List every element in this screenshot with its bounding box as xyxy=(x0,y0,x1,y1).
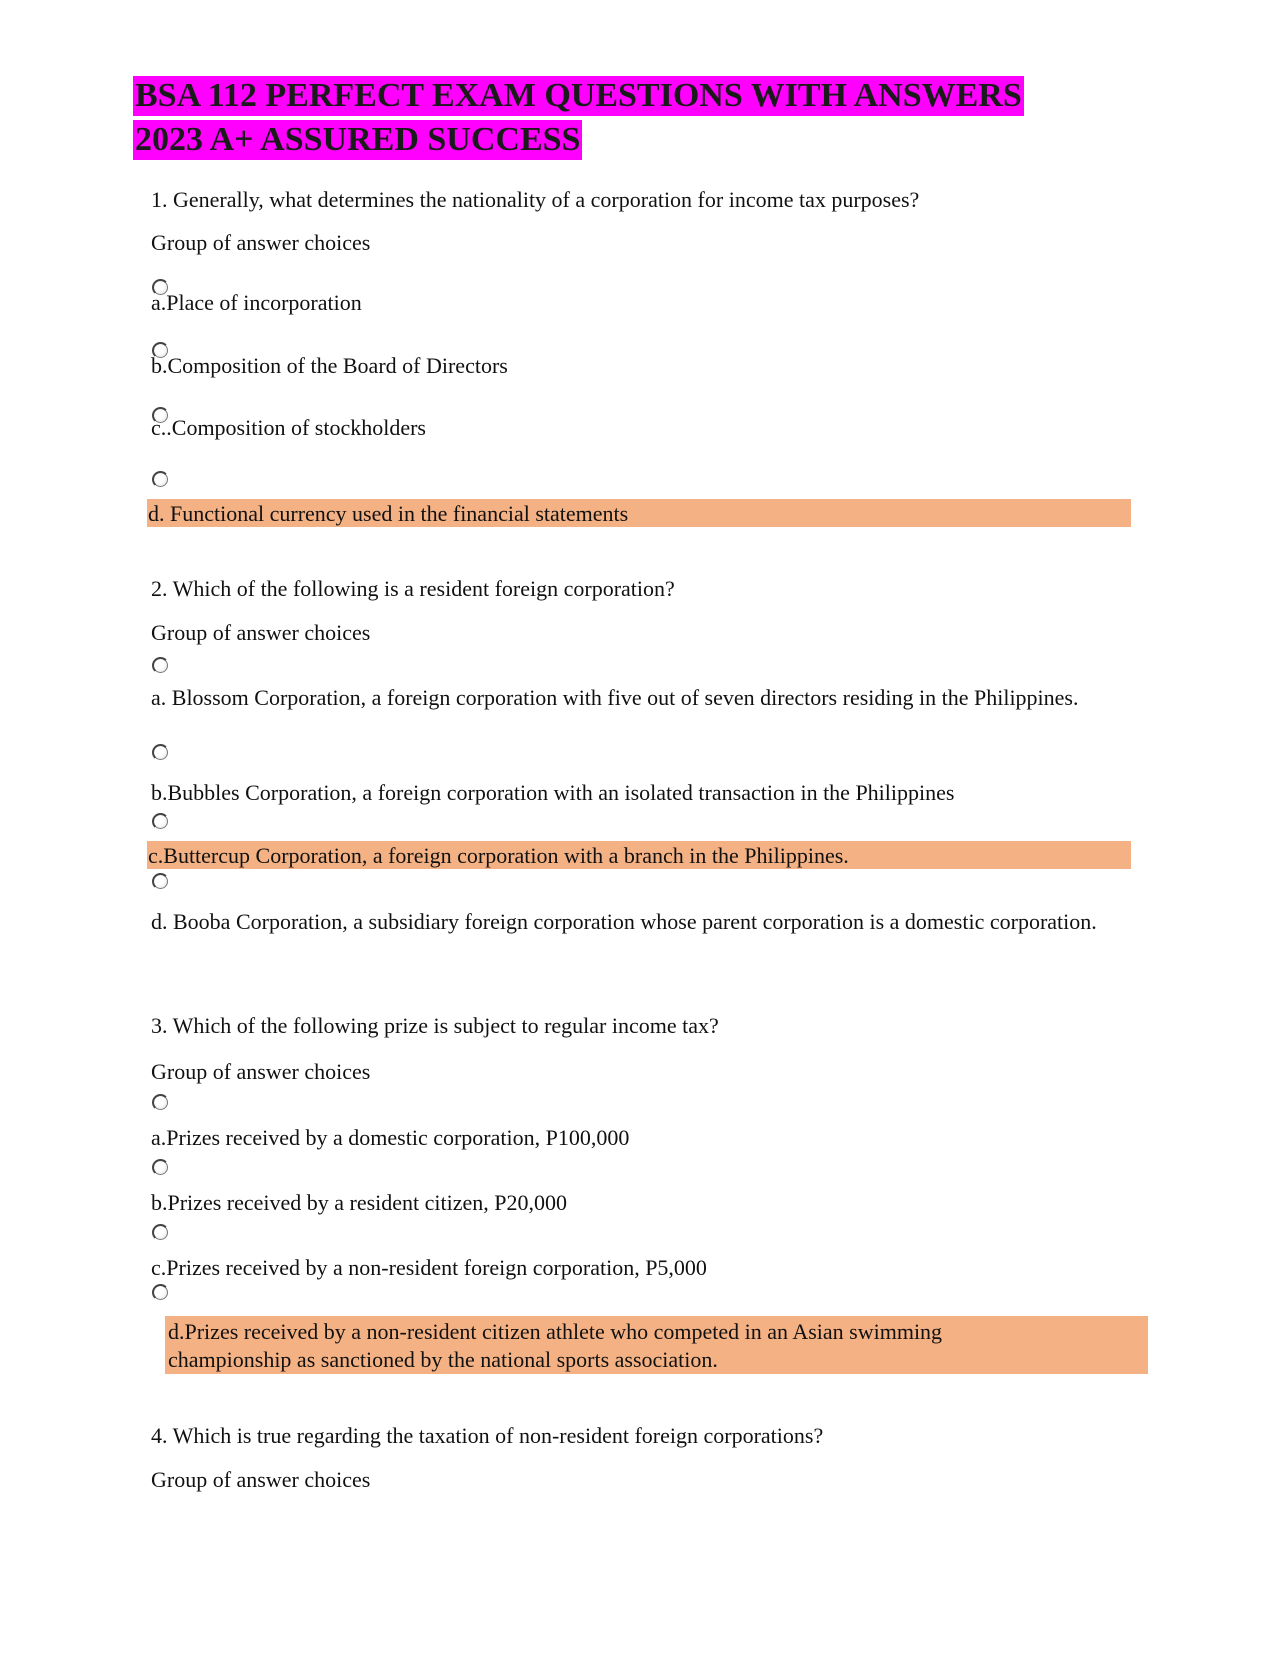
question-4-group-label: Group of answer choices xyxy=(151,1467,371,1492)
question-1-text: 1. Generally, what determines the nationality of a corporation for income tax purposes? xyxy=(151,187,920,212)
q3-choice-a: a.Prizes received by a domestic corporation, P100,000 xyxy=(151,1125,630,1150)
q3-choice-b: b.Prizes received by a resident citizen, P20,000 xyxy=(151,1190,568,1215)
q2-radio-c[interactable] xyxy=(153,814,168,829)
q3-choice-c: c.Prizes received by a non-resident foreign corporation, P5,000 xyxy=(151,1255,707,1280)
q3-choice-d: d.Prizes received by a non-resident citizen athlete who competed in an Asian swimming championship as sanctioned by the national sports association. xyxy=(168,1319,943,1372)
q2-choice-c: c.Buttercup Corporation, a foreign corporation with a branch in the Philippines. xyxy=(148,843,849,868)
q2-radio-a[interactable] xyxy=(153,658,168,673)
question-3-text: 3. Which of the following prize is subject to regular income tax? xyxy=(151,1013,719,1038)
q2-choice-d: d. Booba Corporation, a subsidiary foreign corporation whose parent corporation is a domestic corporation. xyxy=(151,909,1097,934)
q2-choice-a: a. Blossom Corporation, a foreign corporation with five out of seven directors residing in the Philippines. xyxy=(151,685,1079,710)
q1-choice-a: a.Place of incorporation xyxy=(151,290,362,315)
question-3-group-label: Group of answer choices xyxy=(151,1059,371,1084)
question-4-text: 4. Which is true regarding the taxation of non-resident foreign corporations? xyxy=(151,1423,824,1448)
q3-radio-b[interactable] xyxy=(153,1160,168,1175)
q2-choice-b: b.Bubbles Corporation, a foreign corporation with an isolated transaction in the Philippines xyxy=(151,780,955,805)
q2-radio-d[interactable] xyxy=(153,874,168,889)
q1-choice-d: d. Functional currency used in the financial statements xyxy=(148,501,629,526)
document-title-line-1: BSA 112 PERFECT EXAM QUESTIONS WITH ANSWERS xyxy=(135,77,1022,114)
document-title-line-2: 2023 A+ ASSURED SUCCESS xyxy=(135,121,581,158)
q1-radio-d[interactable] xyxy=(153,472,168,487)
question-2-text: 2. Which of the following is a resident foreign corporation? xyxy=(151,576,675,601)
question-2-group-label: Group of answer choices xyxy=(151,620,371,645)
q1-choice-b: b.Composition of the Board of Directors xyxy=(151,353,508,378)
q3-radio-d[interactable] xyxy=(153,1285,168,1300)
q3-radio-a[interactable] xyxy=(153,1095,168,1110)
q1-choice-c: c..Composition of stockholders xyxy=(151,415,426,440)
q2-radio-b[interactable] xyxy=(153,745,168,760)
question-1-group-label: Group of answer choices xyxy=(151,230,371,255)
q3-radio-c[interactable] xyxy=(153,1225,168,1240)
